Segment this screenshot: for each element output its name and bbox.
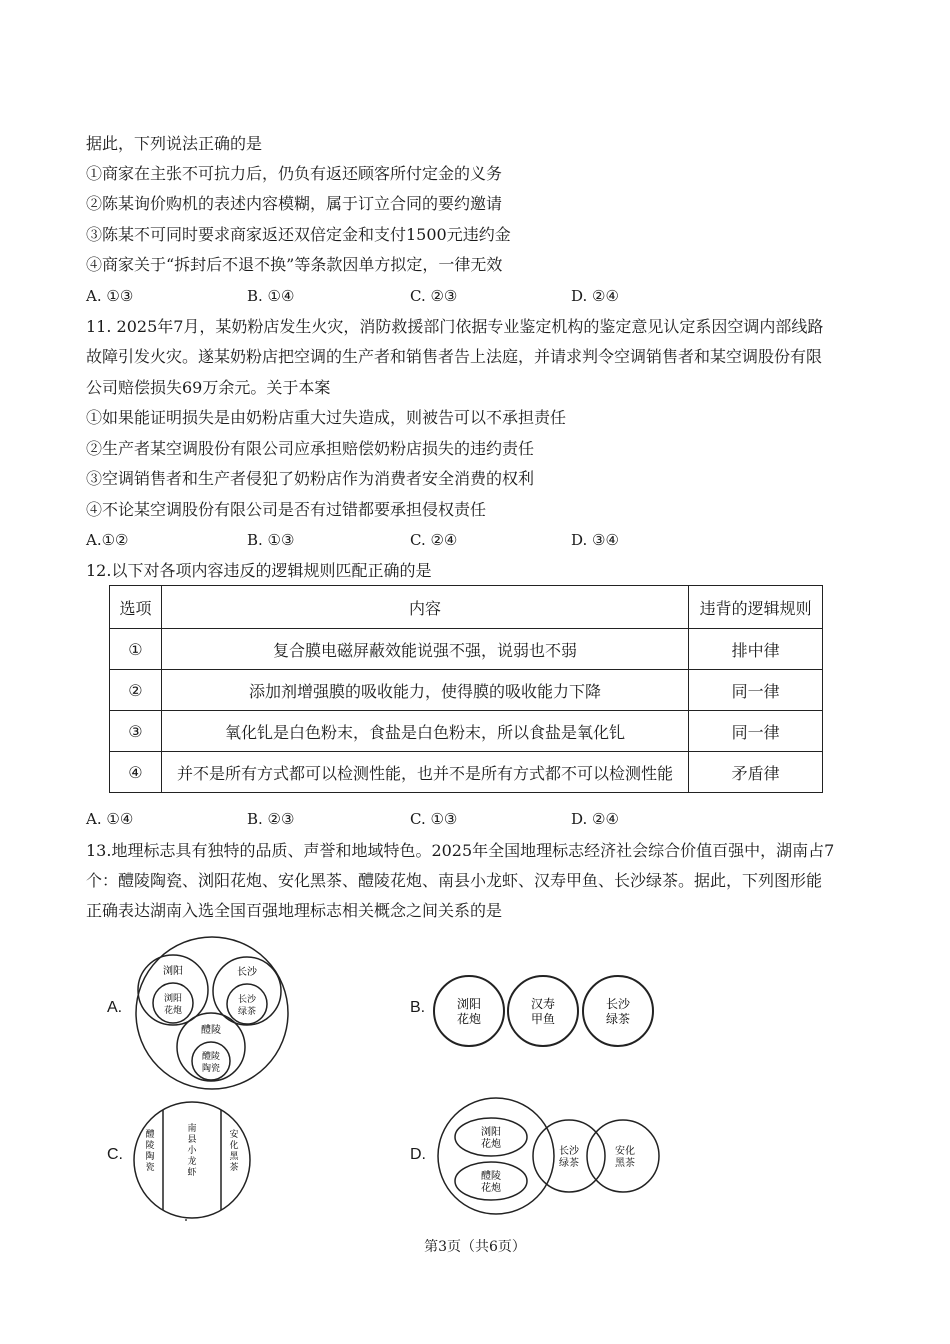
table-header-row	[110, 586, 823, 629]
q13-stem-line-1: 13.地理标志具有独特的品质、声誉和地域特色。2025年全国地理标志经济社会综合价值百强中，湖南占7	[86, 841, 835, 860]
label-c-mid-5: 虾	[187, 1168, 197, 1178]
label-d2-2: 花炮	[481, 1183, 501, 1194]
q11-statement-2: ②生产者某空调股份有限公司应承担赔偿奶粉店损失的违约责任	[86, 439, 535, 458]
row-content: 复合膜电磁屏蔽效能说强不强，说弱也不弱	[161, 629, 688, 670]
q10-option-c[interactable]: C. ②③	[410, 287, 458, 305]
q10-option-b[interactable]: B. ①④	[247, 287, 295, 305]
q12-option-c[interactable]: C. ①③	[410, 810, 458, 828]
row-rule: 矛盾律	[689, 752, 823, 793]
label-c-mid-1: 南	[187, 1124, 197, 1134]
row-content: 氧化钆是白色粉末，食盐是白色粉末，所以食盐是氧化钆	[161, 711, 688, 752]
label-c-right-4: 茶	[229, 1163, 239, 1173]
label-liuyang-huapao-2: 花炮	[163, 1006, 183, 1016]
label-b3-1: 长沙	[605, 997, 631, 1011]
label-d4-2: 黑茶	[615, 1158, 635, 1169]
stray-dot	[185, 1219, 187, 1221]
header-option: 选项	[110, 586, 162, 629]
fig-a-label[interactable]: A.	[107, 999, 123, 1016]
label-c-left-4: 瓷	[145, 1163, 155, 1173]
venn-diagram-c	[130, 1100, 260, 1226]
liuyang-huapao-circle	[434, 976, 504, 1046]
venn-diagram-a	[130, 935, 300, 1091]
q10-statement-3: ③陈某不可同时要求商家返还双倍定金和支付1500元违约金	[86, 225, 511, 244]
row-rule: 排中律	[689, 629, 823, 670]
label-b2-1: 汉寿	[530, 997, 556, 1011]
q11-option-d[interactable]: D. ③④	[571, 531, 619, 549]
q11-stem-line-3: 公司赔偿损失69万余元。关于本案	[86, 378, 331, 397]
q13-stem-line-3: 正确表达湖南入选全国百强地理标志相关概念之间关系的是	[86, 901, 503, 920]
label-c-mid-4: 龙	[187, 1157, 197, 1167]
q11-stem-line-2: 故障引发火灾。遂某奶粉店把空调的生产者和销售者告上法庭，并请求判令空调销售者和某空调股份有限	[86, 347, 823, 366]
header-rule: 违背的逻辑规则	[689, 586, 823, 629]
label-changsha-lvcha-1: 长沙	[237, 995, 257, 1005]
q10-intro: 据此，下列说法正确的是	[86, 134, 263, 153]
label-b1-1: 浏阳	[456, 997, 482, 1011]
q11-statement-3: ③空调销售者和生产者侵犯了奶粉店作为消费者安全消费的权利	[86, 469, 535, 488]
hanshou-jiayu-circle	[508, 976, 578, 1046]
table-row	[110, 752, 823, 793]
q11-option-b[interactable]: B. ①③	[247, 531, 295, 549]
label-changsha-lvcha-2: 绿茶	[237, 1007, 257, 1017]
q10-statement-2: ②陈某询价购机的表述内容模糊，属于订立合同的要约邀请	[86, 194, 503, 213]
q12-option-d[interactable]: D. ②④	[571, 810, 619, 828]
header-content: 内容	[161, 586, 688, 629]
label-d4-1: 安化	[615, 1146, 635, 1157]
q11-statement-4: ④不论某空调股份有限公司是否有过错都要承担侵权责任	[86, 500, 487, 519]
label-b3-2: 绿茶	[605, 1012, 631, 1026]
q11-option-a[interactable]: A.①②	[86, 531, 129, 549]
q12-option-a[interactable]: A. ①④	[86, 810, 134, 828]
venn-diagram-d	[436, 1095, 662, 1217]
label-c-right-1: 安	[229, 1130, 239, 1140]
label-c-mid-2: 县	[187, 1135, 197, 1145]
changsha-lvcha-circle	[583, 976, 653, 1046]
row-rule: 同一律	[689, 670, 823, 711]
row-number: ④	[110, 752, 162, 793]
table-row	[110, 629, 823, 670]
q11-option-c[interactable]: C. ②④	[410, 531, 458, 549]
label-b1-2: 花炮	[456, 1012, 482, 1026]
label-liuyang: 浏阳	[163, 966, 183, 977]
label-b2-2: 甲鱼	[530, 1012, 556, 1026]
label-d3-2: 绿茶	[559, 1158, 579, 1169]
label-liling-taoci-1: 醴陵	[201, 1052, 221, 1062]
label-c-right-2: 化	[229, 1141, 239, 1151]
q12-option-b[interactable]: B. ②③	[247, 810, 295, 828]
q10-statement-4: ④商家关于“拆封后不退不换”等条款因单方拟定，一律无效	[86, 255, 503, 274]
q11-stem-line-1: 11. 2025年7月，某奶粉店发生火灾，消防救援部门依据专业鉴定机构的鉴定意见认定系因空调内部线路	[86, 317, 824, 336]
q10-option-d[interactable]: D. ②④	[571, 287, 619, 305]
page-footer: 第3页（共6页）	[424, 1239, 526, 1255]
label-liuyang-huapao-1: 浏阳	[163, 994, 183, 1004]
row-content: 添加剂增强膜的吸收能力，使得膜的吸收能力下降	[161, 670, 688, 711]
label-c-left-1: 醴	[145, 1130, 155, 1140]
fig-d-label[interactable]: D.	[410, 1146, 426, 1163]
venn-diagram-b	[432, 973, 672, 1049]
label-d3-1: 长沙	[559, 1146, 579, 1157]
fig-b-label[interactable]: B.	[410, 999, 426, 1016]
q10-statement-1: ①商家在主张不可抗力后，仍负有返还顾客所付定金的义务	[86, 164, 503, 183]
table-row	[110, 711, 823, 752]
row-rule: 同一律	[689, 711, 823, 752]
table-row	[110, 670, 823, 711]
q13-stem-line-2: 个：醴陵陶瓷、浏阳花炮、安化黑茶、醴陵花炮、南县小龙虾、汉寿甲鱼、长沙绿茶。据此，下列图形能	[86, 871, 823, 890]
q11-statement-1: ①如果能证明损失是由奶粉店重大过失造成，则被告可以不承担责任	[86, 408, 567, 427]
fig-c-label[interactable]: C.	[107, 1146, 123, 1163]
q12-stem: 12.以下对各项内容违反的逻辑规则匹配正确的是	[86, 561, 432, 580]
logic-rules-table	[109, 585, 823, 793]
row-number: ③	[110, 711, 162, 752]
label-c-left-3: 陶	[145, 1152, 155, 1162]
row-number: ②	[110, 670, 162, 711]
label-d1-1: 浏阳	[481, 1127, 501, 1138]
label-liling-taoci-2: 陶瓷	[201, 1064, 221, 1074]
label-d1-2: 花炮	[481, 1139, 501, 1150]
label-d2-1: 醴陵	[481, 1171, 501, 1182]
label-c-right-3: 黑	[229, 1152, 239, 1162]
label-c-mid-3: 小	[187, 1146, 197, 1156]
label-changsha: 长沙	[237, 967, 257, 978]
row-number: ①	[110, 629, 162, 670]
q10-option-a[interactable]: A. ①③	[86, 287, 134, 305]
row-content: 并不是所有方式都可以检测性能，也并不是所有方式都不可以检测性能	[161, 752, 688, 793]
label-liling: 醴陵	[201, 1025, 221, 1036]
label-c-left-2: 陵	[145, 1141, 155, 1151]
